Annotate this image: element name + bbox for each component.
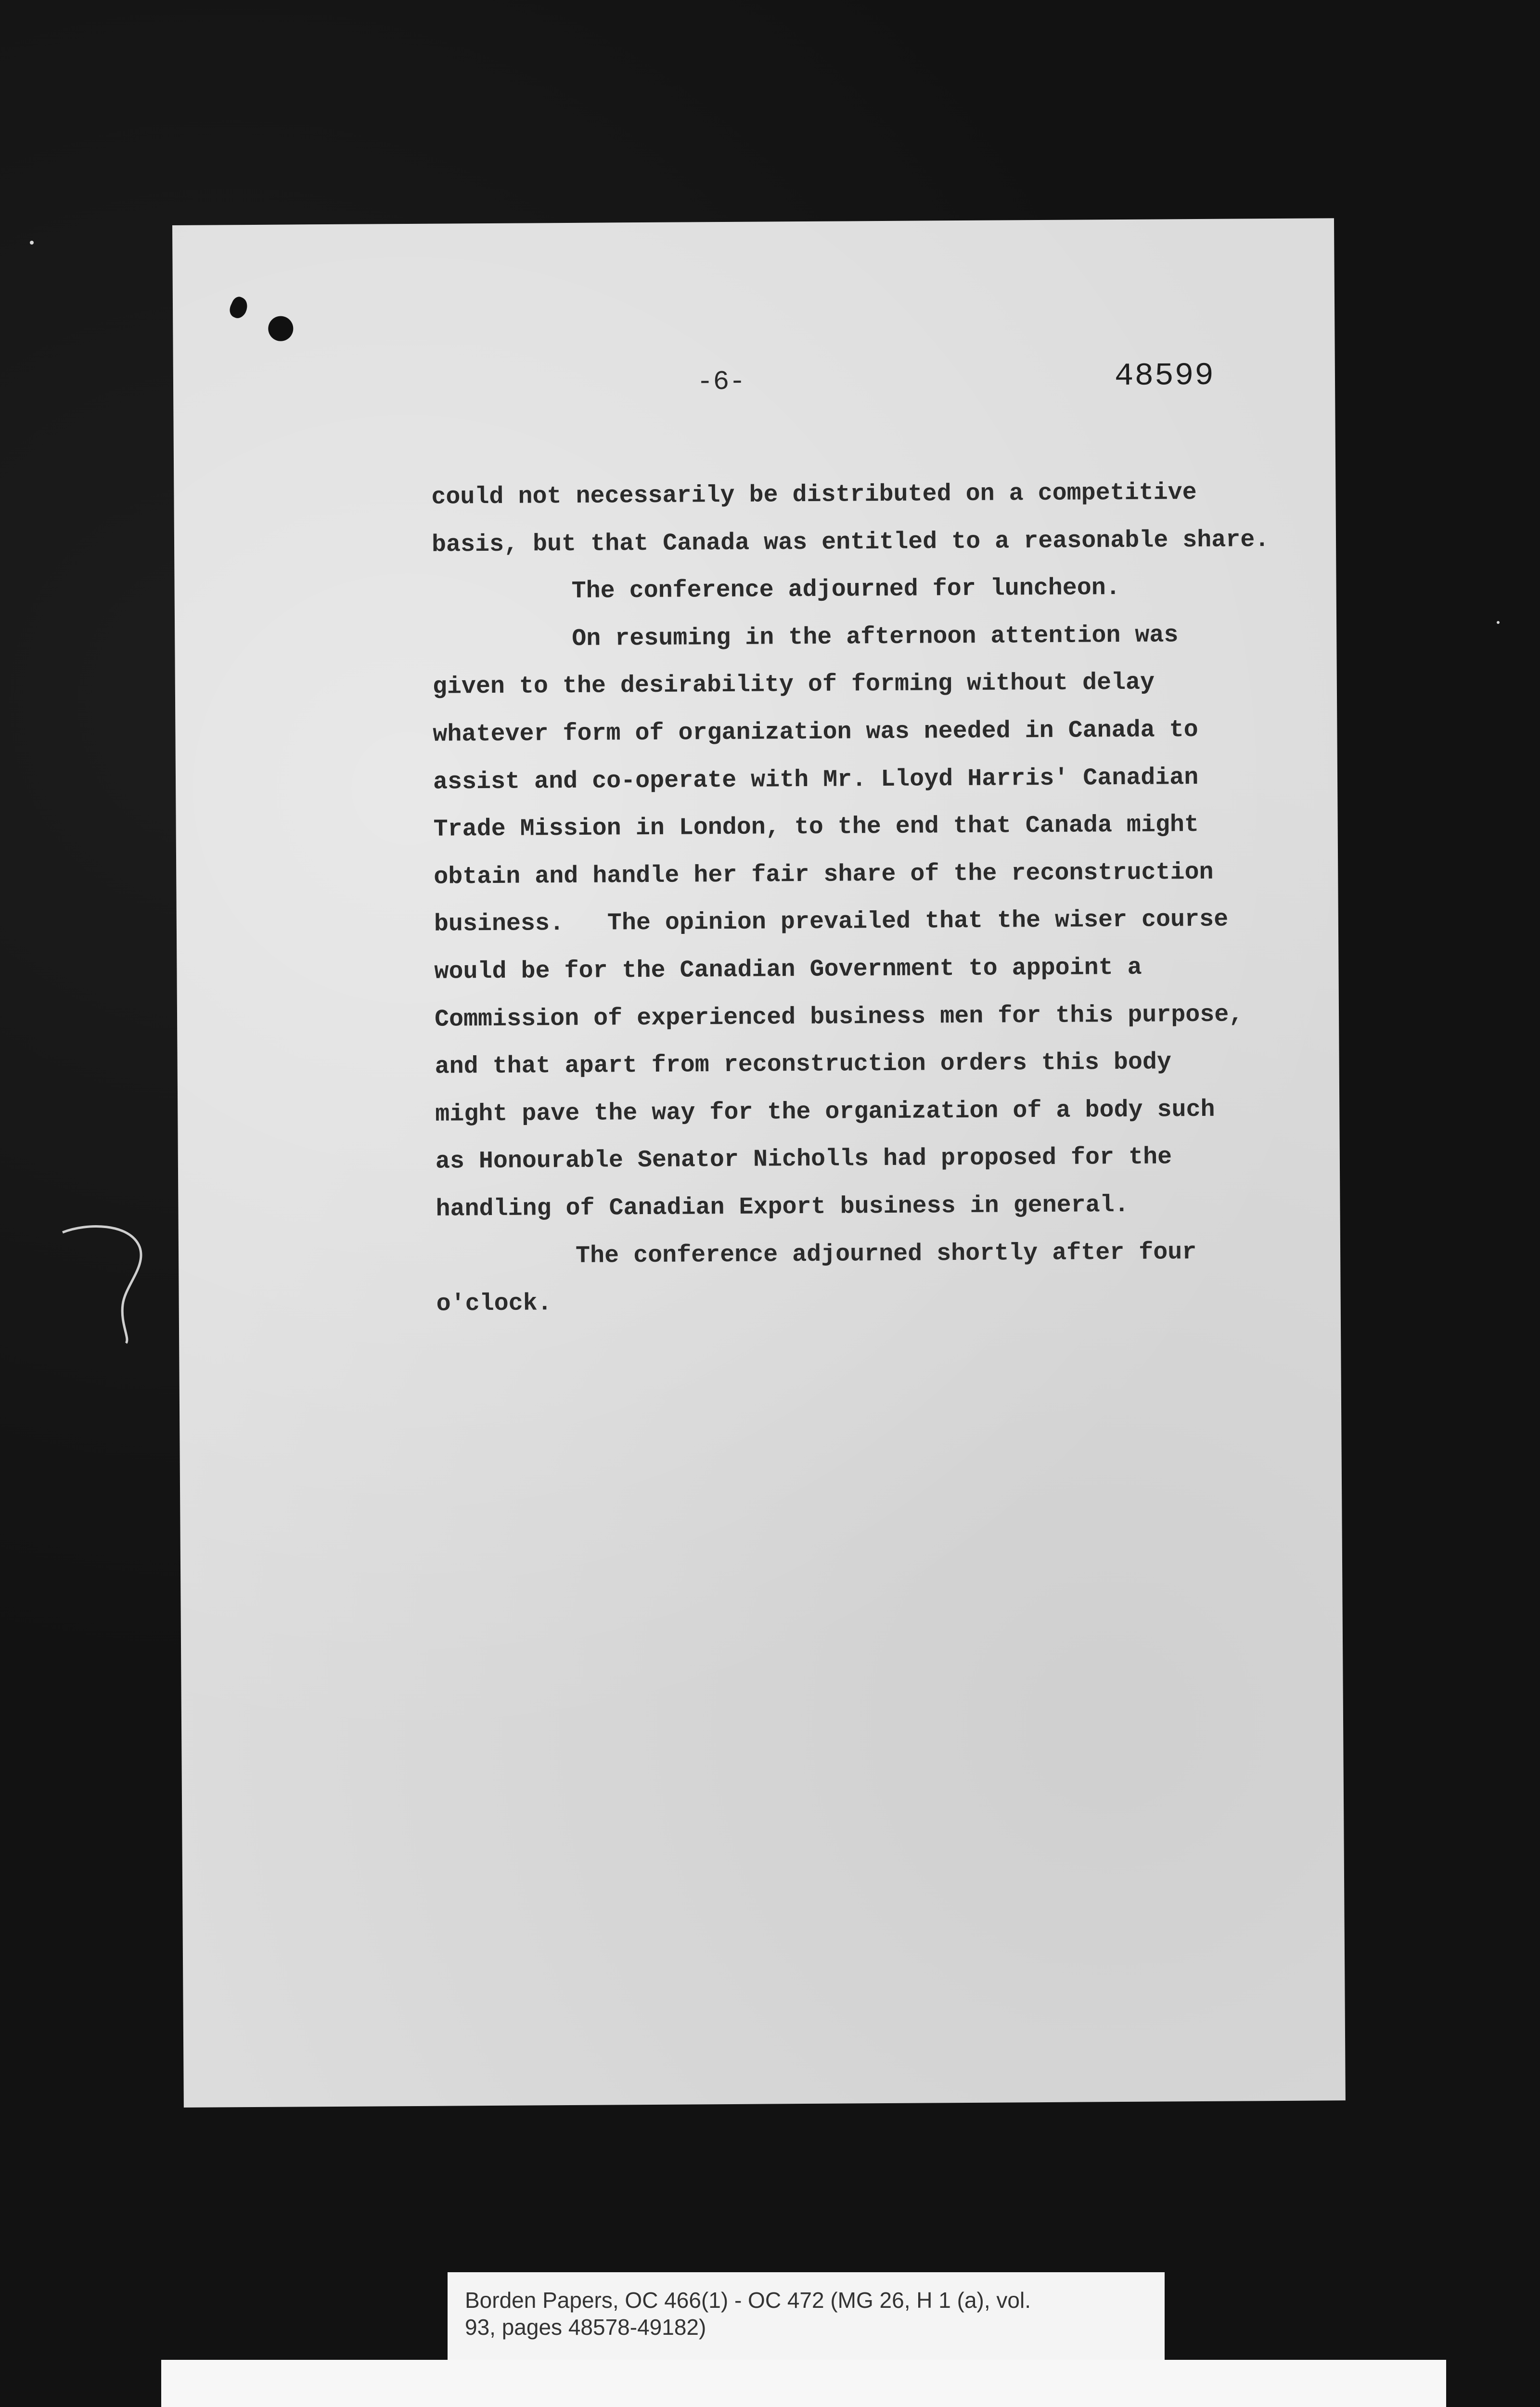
document-page bbox=[172, 218, 1346, 2108]
archive-stamp bbox=[161, 2360, 1446, 2407]
text-line: as Honourable Senator Nicholls had proposed for the bbox=[435, 1143, 1172, 1176]
film-speck bbox=[1497, 621, 1500, 624]
text-line: On resuming in the afternoon attention was bbox=[572, 621, 1179, 653]
text-line: might pave the way for the organization of a body such bbox=[435, 1096, 1215, 1128]
punch-mark bbox=[227, 295, 250, 321]
text-line: The conference adjourned for luncheon. bbox=[571, 574, 1121, 606]
film-scratch bbox=[58, 1213, 154, 1358]
reference-label bbox=[448, 2272, 1165, 2368]
text-line: Commission of experienced business men for this purpose, bbox=[434, 1000, 1244, 1034]
film-speck bbox=[30, 241, 34, 245]
text-line: The conference adjourned shortly after four bbox=[575, 1238, 1197, 1270]
page-number: -6- bbox=[696, 366, 746, 398]
text-line: assist and co-operate with Mr. Lloyd Harris' Canadian bbox=[433, 764, 1199, 796]
text-line: Trade Mission in London, to the end that Canada might bbox=[433, 811, 1199, 843]
text-line: o'clock. bbox=[436, 1290, 552, 1318]
text-line: given to the desirability of forming without delay bbox=[432, 669, 1155, 701]
text-line: business. The opinion prevailed that the wiser course bbox=[434, 906, 1229, 939]
body-text bbox=[431, 469, 1270, 1328]
punch-mark bbox=[268, 316, 293, 341]
folio-number: 48599 bbox=[1114, 357, 1215, 395]
text-line: would be for the Canadian Government to appoint a bbox=[434, 954, 1142, 986]
reference-label-line: 93, pages 48578-49182) bbox=[465, 2315, 706, 2340]
reference-label-line: Borden Papers, OC 466(1) - OC 472 (MG 26, H 1 (a), vol. bbox=[465, 2288, 1031, 2313]
text-line: basis, but that Canada was entitled to a reasonable share. bbox=[431, 526, 1270, 559]
text-line: could not necessarily be distributed on a competitive bbox=[431, 479, 1197, 511]
text-line: obtain and handle her fair share of the reconstruction bbox=[434, 858, 1214, 891]
text-line: handling of Canadian Export business in general. bbox=[436, 1191, 1129, 1223]
text-line: and that apart from reconstruction orders this body bbox=[435, 1048, 1172, 1081]
text-line: whatever form of organization was needed in Canada to bbox=[433, 716, 1198, 749]
